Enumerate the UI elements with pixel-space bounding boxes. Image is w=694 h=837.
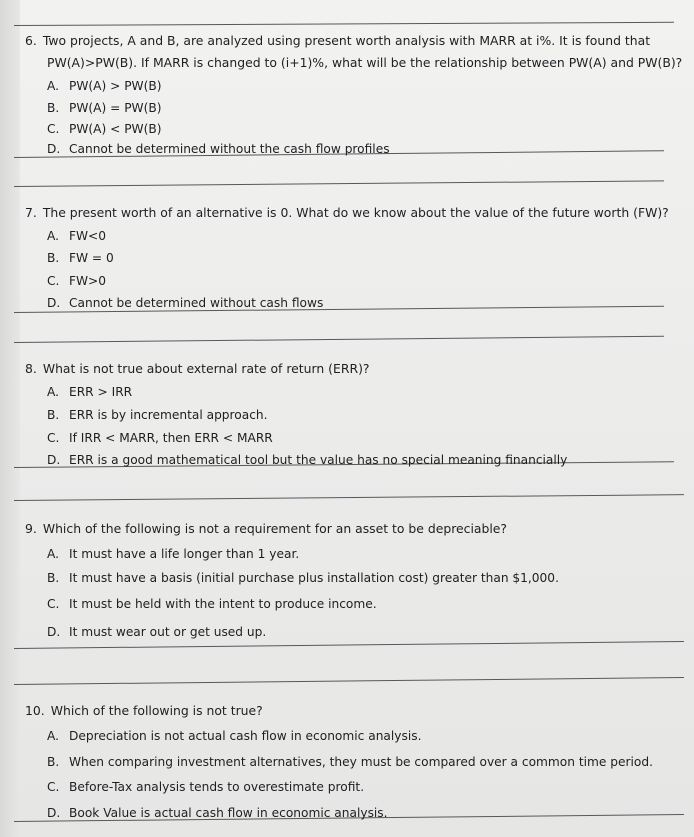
option-text: ERR is a good mathematical tool but the value has no special meaning financially bbox=[69, 453, 568, 467]
option-text: ERR > IRR bbox=[69, 385, 133, 399]
question-number: 10. bbox=[25, 703, 45, 718]
question-text: Which of the following is not a requirement for an asset to be depreciable? bbox=[42, 521, 508, 536]
question-stem bbox=[25, 30, 650, 51]
question-number: 6. bbox=[25, 33, 37, 48]
option-text: Book Value is actual cash flow in economic analysis. bbox=[69, 806, 388, 820]
option-a bbox=[47, 544, 299, 565]
option-a bbox=[47, 382, 132, 403]
option-d bbox=[47, 450, 567, 471]
question-text: The present worth of an alternative is 0. What do we know about the value of the future worth (FW)? bbox=[42, 205, 669, 220]
option-letter: D. bbox=[47, 142, 61, 156]
option-c bbox=[47, 119, 161, 140]
option-c bbox=[47, 594, 377, 615]
option-letter: A. bbox=[47, 229, 59, 243]
option-text: FW = 0 bbox=[69, 251, 114, 265]
question-number: 9. bbox=[25, 521, 37, 536]
option-c bbox=[47, 777, 364, 798]
option-letter: A. bbox=[47, 79, 59, 93]
option-letter: B. bbox=[47, 408, 60, 422]
option-letter: D. bbox=[47, 806, 61, 820]
separator-line bbox=[14, 22, 674, 26]
option-letter: C. bbox=[47, 274, 60, 288]
option-letter: B. bbox=[47, 755, 60, 769]
option-letter: A. bbox=[47, 729, 59, 743]
separator-line bbox=[14, 180, 664, 187]
option-b bbox=[47, 568, 559, 589]
option-b bbox=[47, 405, 268, 426]
option-d bbox=[47, 139, 390, 160]
option-text: If IRR < MARR, then ERR < MARR bbox=[69, 431, 273, 445]
question-stem bbox=[25, 518, 507, 539]
question-stem bbox=[25, 202, 669, 223]
separator-line bbox=[14, 494, 684, 501]
separator-line bbox=[14, 336, 664, 343]
option-text: Before-Tax analysis tends to overestimate profit. bbox=[69, 780, 365, 794]
question-text-continued: PW(A)>PW(B). If MARR is changed to (i+1)%, what will be the relationship between PW(A) and PW(B)? bbox=[47, 55, 683, 70]
option-d bbox=[47, 622, 266, 643]
option-b bbox=[47, 248, 114, 269]
question-text: Two projects, A and B, are analyzed using present worth analysis with MARR at i%. It is found that bbox=[42, 33, 651, 48]
option-text: Depreciation is not actual cash flow in economic analysis. bbox=[69, 729, 422, 743]
option-letter: B. bbox=[47, 251, 60, 265]
option-d bbox=[47, 293, 323, 314]
option-text: PW(A) > PW(B) bbox=[69, 79, 162, 93]
option-text: PW(A) = PW(B) bbox=[69, 101, 162, 115]
question-text: What is not true about external rate of return (ERR)? bbox=[42, 361, 370, 376]
option-letter: B. bbox=[47, 101, 60, 115]
question-stem bbox=[25, 700, 263, 721]
page-left-margin bbox=[0, 0, 20, 837]
option-a bbox=[47, 76, 161, 97]
option-c bbox=[47, 271, 106, 292]
option-text: It must wear out or get used up. bbox=[69, 625, 267, 639]
option-text: FW>0 bbox=[69, 274, 107, 288]
option-letter: A. bbox=[47, 385, 59, 399]
option-text: It must have a basis (initial purchase plus installation cost) greater than $1,000. bbox=[69, 571, 559, 585]
option-a bbox=[47, 226, 106, 247]
option-letter: B. bbox=[47, 571, 60, 585]
option-text: When comparing investment alternatives, they must be compared over a common time period. bbox=[69, 755, 653, 769]
option-b bbox=[47, 752, 653, 773]
option-d bbox=[47, 803, 388, 824]
question-number: 8. bbox=[25, 361, 37, 376]
option-letter: A. bbox=[47, 547, 59, 561]
option-letter: C. bbox=[47, 431, 60, 445]
option-text: It must be held with the intent to produce income. bbox=[69, 597, 377, 611]
option-text: Cannot be determined without the cash flow profiles bbox=[69, 142, 390, 156]
option-letter: C. bbox=[47, 780, 60, 794]
option-letter: D. bbox=[47, 296, 61, 310]
question-stem bbox=[25, 358, 369, 379]
option-letter: C. bbox=[47, 122, 60, 136]
option-c bbox=[47, 428, 273, 449]
option-text: FW<0 bbox=[69, 229, 107, 243]
option-letter: D. bbox=[47, 453, 61, 467]
option-text: Cannot be determined without cash flows bbox=[69, 296, 324, 310]
question-number: 7. bbox=[25, 205, 37, 220]
question-text: Which of the following is not true? bbox=[50, 703, 263, 718]
option-text: PW(A) < PW(B) bbox=[69, 122, 162, 136]
option-b bbox=[47, 98, 161, 119]
separator-line bbox=[14, 677, 684, 685]
option-text: It must have a life longer than 1 year. bbox=[69, 547, 300, 561]
option-letter: D. bbox=[47, 625, 61, 639]
option-letter: C. bbox=[47, 597, 60, 611]
option-text: ERR is by incremental approach. bbox=[69, 408, 268, 422]
option-a bbox=[47, 726, 421, 747]
